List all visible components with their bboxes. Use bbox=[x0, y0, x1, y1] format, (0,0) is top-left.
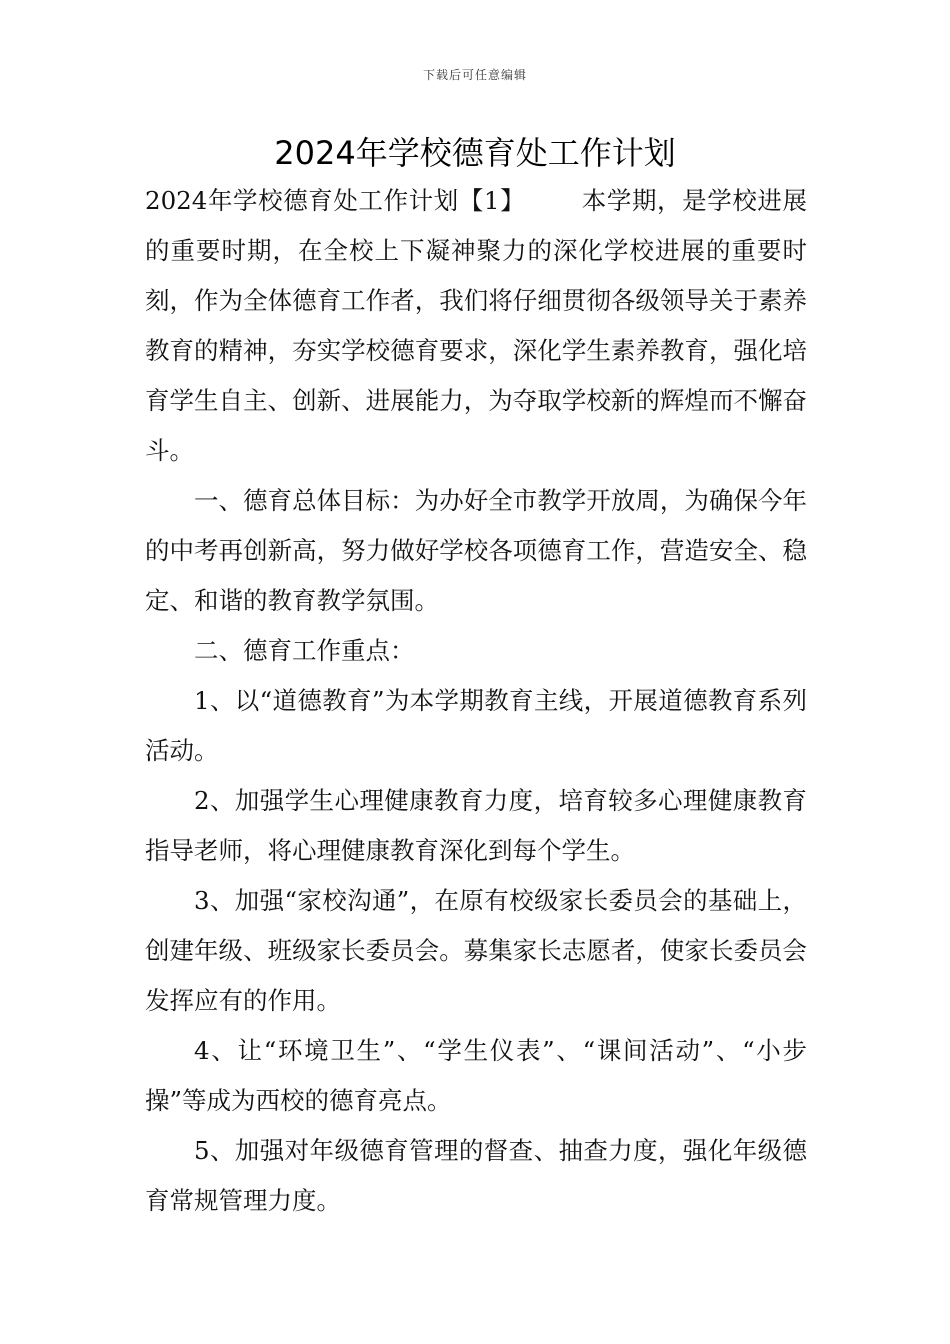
paragraph-item-2: 2、加强学生心理健康教育力度，培育较多心理健康教育指导老师，将心理健康教育深化到每个学生。 bbox=[145, 786, 807, 865]
paragraph-item-1: 1、以“道德教育”为本学期教育主线，开展道德教育系列活动。 bbox=[145, 686, 807, 765]
document-body bbox=[145, 176, 807, 1226]
document-title: 2024年学校德育处工作计划 bbox=[274, 134, 676, 172]
intro-text: 本学期，是学校进展的重要时期，在全校上下凝神聚力的深化学校进展的重要时刻，作为全体德育工作者，我们将仔细贯彻各级领导关于素养教育的精神，夯实学校德育要求，深化学生素养教育，强化培育学生自主、创新、进展能力，为夺取学校新的辉煌而不懈奋斗。 bbox=[145, 186, 808, 465]
intro-paragraph bbox=[145, 176, 807, 476]
paragraph-item-4: 4、让“环境卫生”、“学生仪表”、“课间活动”、“小步操”等成为西校的德育亮点。 bbox=[145, 1036, 807, 1115]
paragraph-goal: 一、德育总体目标：为办好全市教学开放周，为确保今年的中考再创新高，努力做好学校各项德育工作，营造安全、稳定、和谐的教育教学氛围。 bbox=[145, 486, 807, 615]
intro-lead: 2024年学校德育处工作计划【1】 bbox=[145, 186, 526, 215]
paragraph-item-3: 3、加强“家校沟通”，在原有校级家长委员会的基础上，创建年级、班级家长委员会。募集家长志愿者，使家长委员会发挥应有的作用。 bbox=[145, 886, 807, 1015]
paragraph-focus-heading: 二、德育工作重点： bbox=[194, 636, 415, 665]
header-note: 下载后可任意编辑 bbox=[422, 68, 527, 82]
paragraph-item-5: 5、加强对年级德育管理的督查、抽查力度，强化年级德育常规管理力度。 bbox=[145, 1136, 807, 1215]
